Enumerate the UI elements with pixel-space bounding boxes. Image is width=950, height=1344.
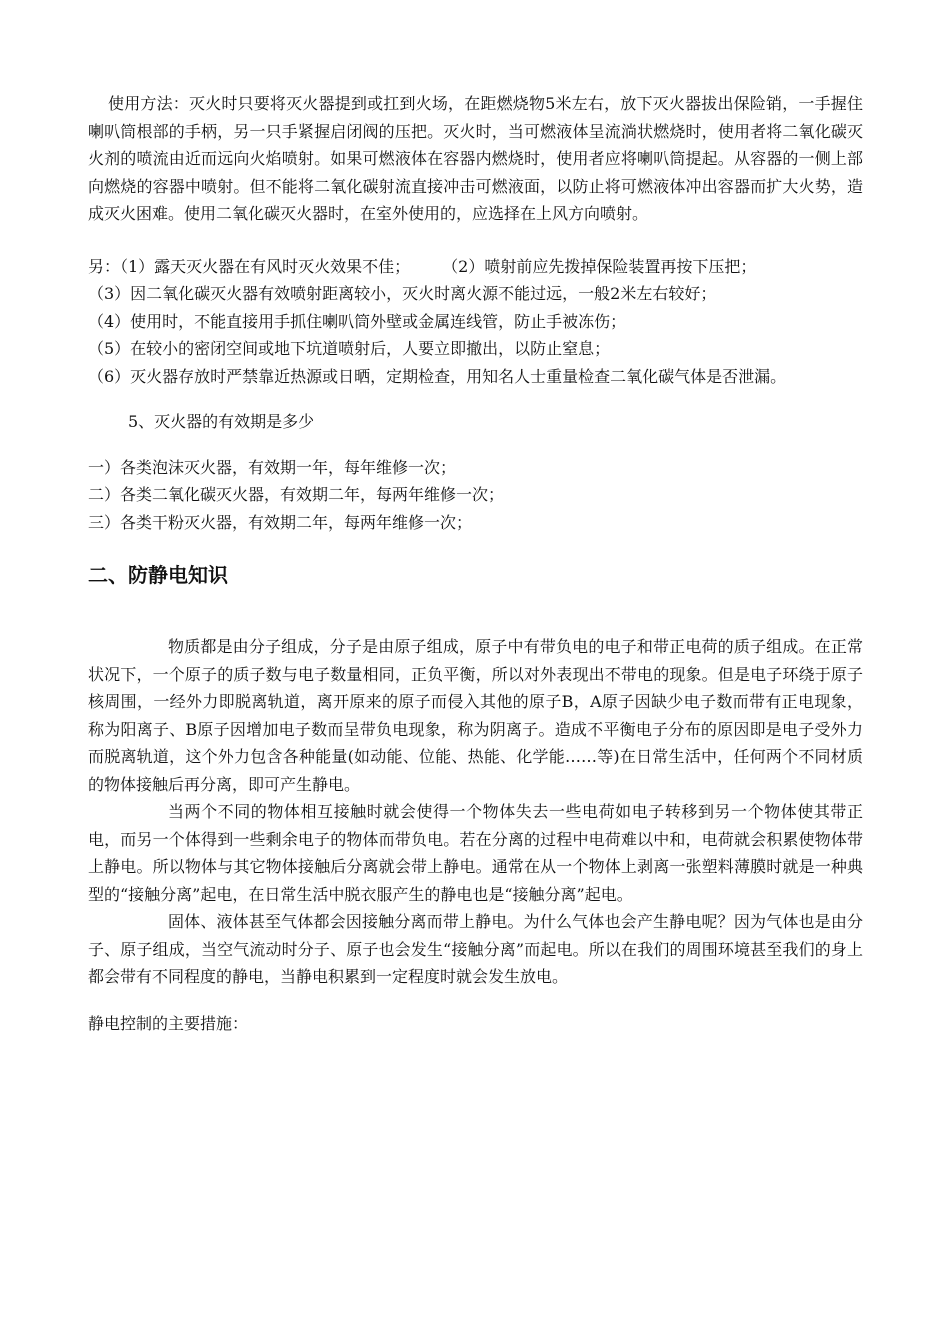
note-item-6: （6）灭火器存放时严禁靠近热源或日晒，定期检查，用知名人士重量检查二氧化碳气体是否泄漏。	[88, 366, 787, 386]
validity-item-powder: 三）各类干粉灭火器，有效期二年，每两年维修一次；	[88, 512, 473, 532]
validity-item-co2: 二）各类二氧化碳灭火器，有效期二年，每两年维修一次；	[88, 485, 505, 504]
control-measures-label: 静电控制的主要措施：	[88, 1013, 249, 1033]
note-item-4: （4）使用时，不能直接用手抓住喇叭筒外壁或金属连线管，防止手被冻伤；	[88, 311, 627, 331]
notes-list	[88, 253, 863, 391]
validity-heading: 5、灭火器的有效期是多少	[128, 412, 315, 431]
usage-paragraph: 使用方法：灭火时只要将灭火器提到或扛到火场，在距燃烧物5米左右，放下灭火器拔出保险销，一手握住喇叭筒根部的手柄，另一只手紧握启闭阀的压把。灭火时，当可燃液体呈流淌状燃烧时，使用者将二氧化碳灭火剂的喷流由近而远向火焰喷射。如果可燃液体在容器内燃烧时，使用者应将喇叭筒提起。从容器的一侧上部向燃烧的容器中喷射。但不能将二氧化碳射流直接冲击可燃液面，以防止将可燃液体冲出容器而扩大火势，造成灭火困难。使用二氧化碳灭火器时，在室外使用的，应选择在上风方向喷射。	[88, 94, 863, 223]
validity-list	[88, 454, 863, 537]
document-page	[88, 90, 863, 1037]
section-title-antistatic: 二、防静电知识	[88, 563, 228, 587]
note-item-1-2: 另：（1）露天灭火器在有风时灭火效果不佳； （2）喷射前应先拨掉保险装置再按下压把；	[88, 256, 757, 276]
validity-item-foam: 一）各类泡沫灭火器，有效期一年，每年维修一次；	[88, 457, 457, 477]
note-item-5: （5）在较小的密闭空间或地下坑道喷射后，人要立即撤出，以防止窒息；	[88, 339, 611, 358]
antistatic-paragraph-2: 当两个不同的物体相互接触时就会使得一个物体失去一些电荷如电子转移到另一个物体使其带正电，而另一个体得到一些剩余电子的物体而带负电。若在分离的过程中电荷难以中和，电荷就会积累使物体带上静电。所以物体与其它物体接触后分离就会带上静电。通常在从一个物体上剥离一张塑料薄膜时就是一种典型的“接触分离”起电，在日常生活中脱衣服产生的静电也是“接触分离”起电。	[88, 802, 863, 904]
antistatic-body	[88, 633, 863, 991]
note-item-3: （3）因二氧化碳灭火器有效喷射距离较小，灭火时离火源不能过远，一般2米左右较好；	[88, 284, 717, 303]
antistatic-paragraph-3: 固体、液体甚至气体都会因接触分离而带上静电。为什么气体也会产生静电呢？因为气体也是由分子、原子组成，当空气流动时分子、原子也会发生“接触分离”而起电。所以在我们的周围环境甚至我们的身上都会带有不同程度的静电，当静电积累到一定程度时就会发生放电。	[88, 912, 863, 986]
antistatic-paragraph-1: 物质都是由分子组成，分子是由原子组成，原子中有带负电的电子和带正电荷的质子组成。在正常状况下，一个原子的质子数与电子数量相同，正负平衡，所以对外表现出不带电的现象。但是电子环绕于原子核周围，一经外力即脱离轨道，离开原来的原子而侵入其他的原子B，A原子因缺少电子数而带有正电现象，称为阳离子、B原子因增加电子数而呈带负电现象，称为阴离子。造成不平衡电子分布的原因即是电子受外力而脱离轨道，这个外力包含各种能量(如动能、位能、热能、化学能……等)在日常生活中，任何两个不同材质的物体接触后再分离，即可产生静电。	[88, 637, 863, 794]
